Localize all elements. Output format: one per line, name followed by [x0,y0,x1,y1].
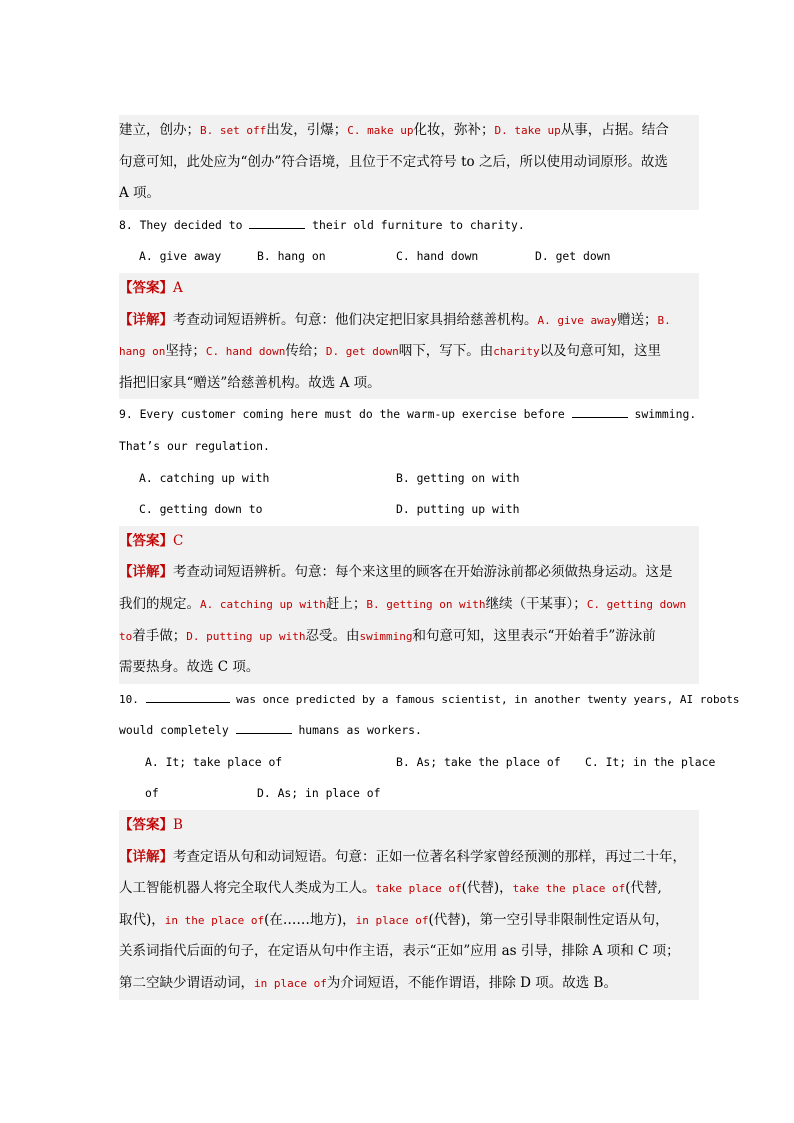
text: 9. Every customer coming here must do the warm-up exercise before [119,407,565,422]
q9-detail-line-3 [119,621,699,653]
text: swimming. [634,407,697,422]
text: humans as workers. [298,723,422,738]
option-d: D. putting up with [396,502,520,517]
option-c-continued: of [145,786,159,801]
phrase: in place of [355,913,429,927]
q8-options [119,241,699,273]
phrase: A. give away [537,313,617,327]
q9-stem [119,399,699,431]
option-a: A. It; take place of [145,754,283,769]
option-c: C. hand down [396,249,479,264]
q10-stem-2 [119,715,699,747]
detail-label: 【详解】 [119,311,173,328]
answer-label: 【答案】 [119,532,173,549]
phrase: D. take up [494,124,561,137]
phrase: in the place of [164,913,265,927]
q10-detail-line-2 [119,873,699,905]
prev-explanation [119,115,699,210]
answer-blank [146,689,230,703]
text: 从事，占据。结合 [560,122,669,138]
option-c: C. getting down to [139,502,263,517]
text: (代替)， [461,880,513,897]
q10-detail-line-4: 关系词指代后面的句子，在定语从句中作主语，表示“正如”应用 as 引导，排除 A 项和 C 项； [119,943,680,960]
q10-options-row-1 [119,747,716,779]
q9-detail-line-2 [119,589,699,621]
answer-blank [249,215,305,229]
answer-value: B [173,817,183,834]
q8-answer [119,273,699,305]
phrase: C. make up [347,124,414,137]
prev-explanation-line-3: A 项。 [119,185,161,202]
q9-detail-line-4: 需要热身。故选 C 项。 [119,659,260,676]
text: 和句意可知，这里表示“开始着手”游泳前 [412,627,656,644]
phrase: D. putting up with [186,629,306,643]
phrase: charity [493,345,540,359]
q10-detail-line-3 [119,905,699,937]
q8-detail-line-3: 指把旧家具“赠送”给慈善机构。故选 A 项。 [119,374,381,391]
option-a: A. catching up with [139,470,270,485]
q9-options-row-2 [119,494,699,526]
q9-options-row-1 [119,463,699,495]
text: 第二空缺少谓语动词， [119,975,254,992]
phrase: hang on [119,345,166,359]
q9-answer-block [119,526,699,684]
prev-explanation-line-2: 句意可知，此处应为“创办”符合语境，且位于不定式符号 to 之后，所以使用动词原形。故选 [119,153,668,170]
text: (代替, [625,880,662,897]
text: 考查动词短语辨析。句意：他们决定把旧家具捐给慈善机构。 [173,311,538,328]
text: 传给； [285,343,326,360]
phrase: B. getting on with [366,597,486,611]
phrase: B. set off [200,124,267,137]
option-b: B. getting on with [396,470,520,485]
answer-value: A [173,279,183,296]
text: 出发，引爆； [266,122,348,138]
text: 着手做； [132,627,187,644]
q10-detail-line-5 [119,968,699,1000]
phrase: C. hand down [205,345,286,359]
detail-label: 【详解】 [119,564,173,581]
option-a: A. give away [139,249,222,264]
text: 赶上； [325,595,367,612]
option-b: B. As; take the place of [396,754,561,769]
q10-answer [119,810,699,842]
phrase: to [119,629,133,643]
q9-stem-2: That’s our regulation. [119,438,270,453]
text: (在……地方)， [264,911,356,928]
phrase: swimming [359,629,413,643]
phrase: in place of [254,977,327,991]
text: 咽下，写下。由 [398,343,494,360]
q8-stem [119,210,699,242]
q9-detail-line-1 [119,557,699,589]
text: 赠送； [616,311,658,328]
answer-label: 【答案】 [119,817,173,834]
text: 我们的规定。 [119,595,200,612]
text: 人工智能机器人将完全取代人类成为工人。 [119,880,376,897]
phrase: D. get down [325,345,399,359]
q9-answer [119,526,699,558]
text: their old furniture to charity. [312,217,525,232]
answer-blank [236,720,292,734]
text: 坚持； [165,343,206,360]
answer-value: C [173,532,184,549]
text: 取代)， [119,911,165,928]
text: 考查动词短语辨析。句意：每个来这里的顾客在开始游泳前都必须做热身运动。这是 [173,564,673,581]
q10-answer-block [119,810,699,1000]
option-c: C. It; in the place [585,754,716,769]
q10-detail-line-1 [119,842,699,874]
q8-answer-block [119,273,699,399]
option-d: D. get down [535,249,611,264]
text: 化妆，弥补； [413,122,495,138]
text: (代替)，第一空引导非限制性定语从句， [428,911,669,928]
q8-detail-line-1 [119,305,699,337]
q10-options-row-2 [119,778,699,810]
phrase: take the place of [512,882,626,896]
text: would completely [119,723,229,738]
text: 10. [119,692,139,706]
prev-explanation-line-1 [119,115,699,147]
text: 继续（干某事）； [485,595,587,612]
option-d: D. As; in place of [257,786,381,801]
phrase: A. catching up with [200,597,326,611]
text: was once predicted by a famous scientist, in another twenty years, AI robots [236,692,740,706]
text: 8. They decided to [119,217,243,232]
text: 为介词短语，不能作谓语，排除 D 项。故选 B。 [326,975,617,992]
phrase: C. getting down [586,597,687,611]
phrase: B. [657,313,671,327]
text: 以及句意可知，这里 [539,343,662,360]
detail-label: 【详解】 [119,848,173,865]
text: 忍受。由 [305,627,360,644]
answer-blank [572,404,628,418]
q8-detail-line-2 [119,336,699,368]
text: 建立，创办； [119,122,200,138]
phrase: take place of [375,882,462,896]
answer-label: 【答案】 [119,279,173,296]
text: 考查定语从句和动词短语。句意：正如一位著名科学家曾经预测的那样，再过二十年， [173,848,686,865]
option-b: B. hang on [257,249,326,264]
content [119,115,740,1000]
q10-stem [119,684,740,716]
